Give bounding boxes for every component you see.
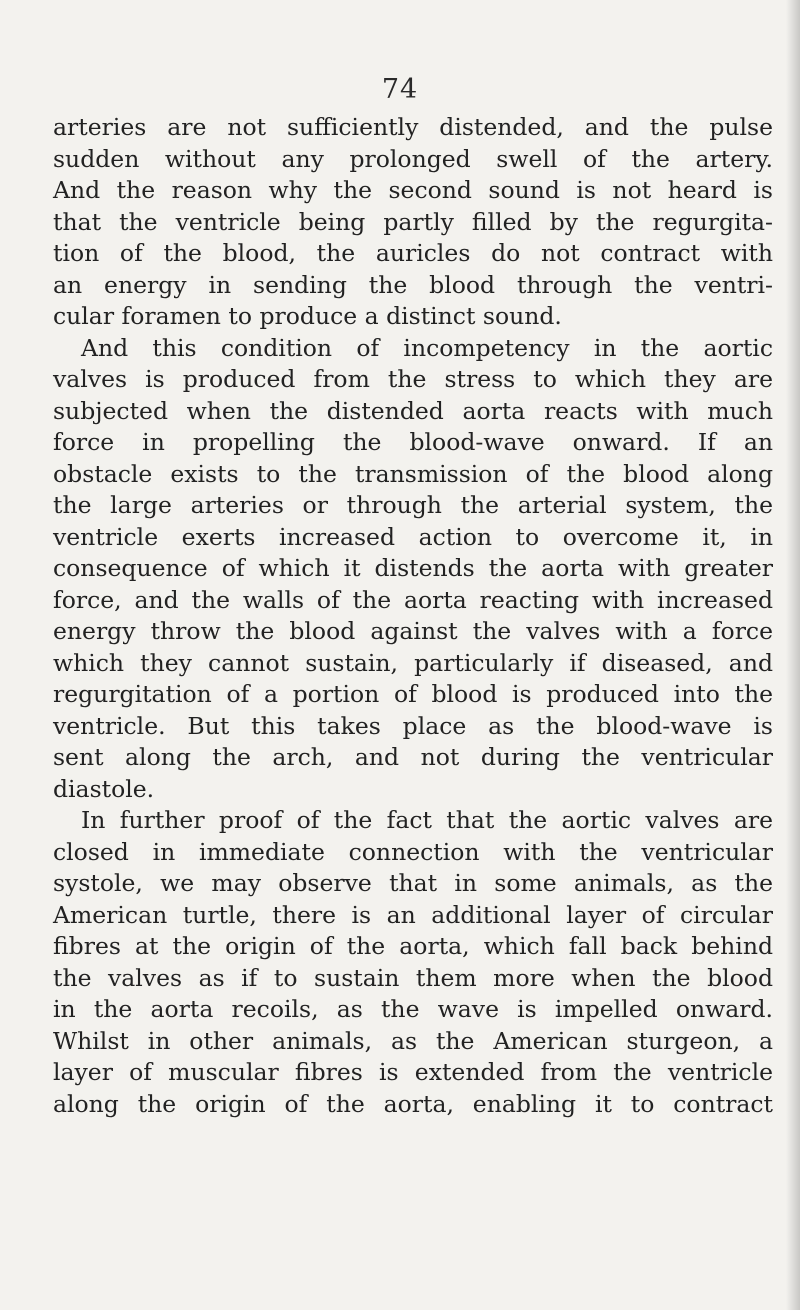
text-line: cular foramen to produce a distinct sound.	[53, 302, 562, 330]
page-edge-shadow	[786, 0, 800, 1310]
text-line: systole, we may observe that in some animals, as the	[53, 869, 773, 897]
paragraph-1	[53, 112, 773, 333]
text-line: that the ventricle being partly filled by the regurgita-	[53, 207, 773, 236]
text-line: sudden without any prolonged swell of the artery.	[53, 144, 773, 173]
text-line: energy throw the blood against the valves with a force	[53, 617, 773, 645]
text-line: closed in immediate connection with the ventricular	[53, 837, 773, 866]
text-line: force, and the walls of the aorta reacting with increased	[53, 585, 773, 614]
text-line: in the aorta recoils, as the wave is impelled onward.	[53, 995, 773, 1023]
text-line: diastole.	[53, 774, 155, 803]
text-line: Whilst in other animals, as the American sturgeon, a	[53, 1026, 773, 1055]
text-line: valves is produced from the stress to which they are	[53, 365, 773, 393]
text-line: layer of muscular fibres is extended from the ventricle	[53, 1058, 773, 1086]
text-line: force in propelling the blood-wave onward. If an	[53, 428, 773, 456]
body-text	[53, 112, 773, 1120]
text-line: ventricle. But this takes place as the blood-wave is	[53, 711, 773, 740]
text-line: regurgitation of a portion of blood is produced into the	[53, 680, 773, 708]
paragraph-2	[53, 333, 773, 806]
text-line: And this condition of incompetency in the aortic	[81, 333, 773, 362]
text-line: subjected when the distended aorta reacts with much	[53, 396, 773, 425]
text-line: obstacle exists to the transmission of the blood along	[53, 459, 773, 488]
text-line: American turtle, there is an additional layer of circular	[53, 900, 773, 929]
text-line: the valves as if to sustain them more when the blood	[53, 963, 773, 992]
text-line: In further proof of the fact that the aortic valves are	[81, 806, 773, 834]
text-line: sent along the arch, and not during the ventricular	[53, 743, 773, 771]
text-line: an energy in sending the blood through the ventri-	[53, 270, 773, 299]
paragraph-3	[53, 805, 773, 1120]
text-line: tion of the blood, the auricles do not contract with	[53, 239, 773, 267]
text-line: along the origin of the aorta, enabling it to contract	[53, 1089, 773, 1118]
text-line: which they cannot sustain, particularly if diseased, and	[53, 648, 773, 677]
text-line: fibres at the origin of the aorta, which fall back behind	[53, 932, 773, 960]
text-line: arteries are not sufficiently distended, and the pulse	[53, 113, 773, 141]
page-number: 74	[381, 74, 419, 105]
text-line: ventricle exerts increased action to overcome it, in	[53, 522, 773, 551]
text-line: And the reason why the second sound is not heard is	[53, 176, 773, 204]
text-line: consequence of which it distends the aorta with greater	[53, 554, 773, 582]
text-line: the large arteries or through the arterial system, the	[53, 491, 773, 519]
